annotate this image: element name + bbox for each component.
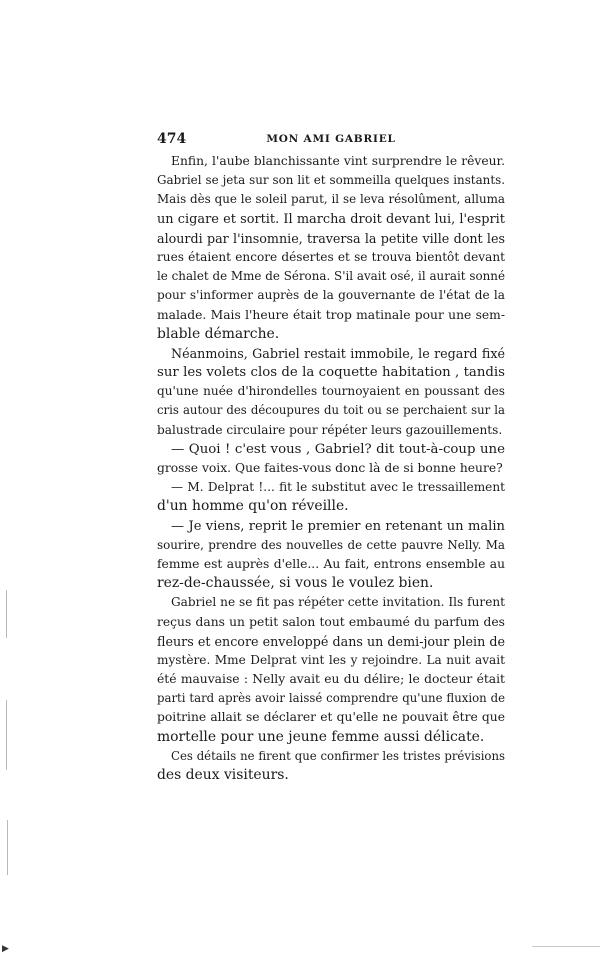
text-line: sur les volets clos de la coquette habitation , tandis	[157, 365, 505, 381]
text-line: alourdi par l'insomnie, traversa la petite ville dont les	[157, 230, 505, 246]
text-line: femme est auprès d'elle... Au fait, entrons ensemble au	[157, 556, 505, 571]
text-line: mortelle pour une jeune femme aussi délicate.	[157, 728, 485, 745]
scan-margin-mark	[6, 590, 7, 638]
page-number: 474	[157, 131, 187, 147]
text-line: — M. Delprat !... fit le substitut avec le tressaillement	[171, 480, 505, 495]
text-line: Enfin, l'aube blanchissante vint surprendre le rêveur.	[171, 154, 505, 168]
text-line: malade. Mais l'heure était trop matinale pour une sem-	[157, 307, 505, 322]
text-line: sourire, prendre des nouvelles de cette pauvre Nelly. Ma	[157, 537, 505, 552]
text-line: mystère. Mme Delprat vint les y rejoindre. La nuit avait	[157, 652, 505, 667]
text-line: des deux visiteurs.	[157, 767, 289, 783]
text-line: été mauvaise : Nelly avait eu du délire; le docteur était	[157, 672, 505, 687]
text-line: reçus dans un petit salon tout embaumé du parfum des	[157, 614, 505, 629]
text-line: rues étaient encore désertes et se trouva bientôt devant	[157, 249, 505, 264]
text-line: blable démarche.	[157, 325, 280, 342]
text-line: Mais dès que le soleil parut, il se leva résolûment, alluma	[157, 192, 505, 207]
text-line: parti tard après avoir laissé comprendre qu'une fluxion de	[157, 691, 505, 706]
page-header	[157, 131, 505, 149]
text-line: fleurs et encore enveloppé dans un demi-jour plein de	[157, 633, 505, 649]
text-line: Gabriel se jeta sur son lit et sommeilla quelques instants.	[157, 173, 505, 188]
text-line: le chalet de Mme de Sérona. S'il avait osé, il aurait sonné	[157, 269, 505, 284]
corner-arrow-icon: ▶	[2, 944, 9, 954]
running-title: MON AMI GABRIEL	[266, 133, 396, 145]
scan-margin-mark	[7, 820, 8, 875]
text-line: pour s'informer auprès de la gouvernante de l'état de la	[157, 288, 505, 303]
text-line: qu'une nuée d'hirondelles tournoyaient en poussant des	[157, 384, 505, 399]
text-line: grosse voix. Que faites-vous donc là de si bonne heure?	[157, 461, 503, 475]
text-line: Gabriel ne se fit pas répéter cette invitation. Ils furent	[171, 595, 505, 610]
text-line: Ces détails ne firent que confirmer les tristes prévisions	[171, 748, 505, 763]
body-text	[157, 152, 505, 785]
text-line: cris autour des découpures du toit ou se perchaient sur la	[157, 403, 505, 418]
text-line: un cigare et sortit. Il marcha droit devant lui, l'esprit	[157, 211, 505, 227]
text-line: — Quoi ! c'est vous , Gabriel? dit tout-à-coup une	[171, 441, 505, 457]
text-line: Néanmoins, Gabriel restait immobile, le regard fixé	[171, 345, 505, 361]
scan-margin-mark	[6, 700, 7, 770]
text-line: — Je viens, reprit le premier en retenant un malin	[171, 518, 505, 534]
text-line: balustrade circulaire pour répéter leurs gazouillements.	[157, 422, 503, 437]
text-line: d'un homme qu'on réveille.	[157, 498, 349, 515]
text-line: rez-de-chaussée, si vous le voulez bien.	[157, 575, 434, 592]
text-line: poitrine allait se déclarer et qu'elle ne pouvait être que	[157, 710, 505, 725]
scan-edge-line	[532, 946, 600, 947]
